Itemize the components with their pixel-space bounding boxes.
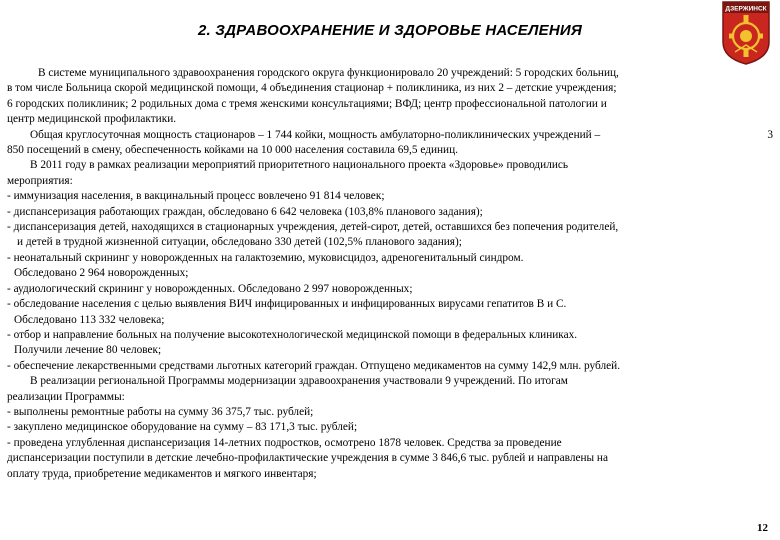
list-item: - обеспечение лекарственными средствами льготных категорий граждан. Отпущено медикаментов на сумму 142,9 млн. рублей. bbox=[7, 359, 621, 372]
text-line-end: 3 bbox=[767, 128, 773, 141]
list-item: - обследование населения с целью выявления ВИЧ инфицированных и инфицированных вирусами гепатитов В и С. bbox=[7, 298, 567, 311]
list-item: - диспансеризация детей, находящихся в стационарных учреждения, детей-сирот, детей, оставшихся без попечения родителей, bbox=[7, 221, 619, 234]
list-item: - иммунизация населения, в вакцинальный процесс вовлечено 91 814 человек; bbox=[7, 190, 385, 203]
text-line-start: Общая круглосуточная мощность стационаров – 1 744 койки, мощность амбулаторно-поликлинических учреждений – bbox=[30, 128, 601, 141]
text-line: оплату труда, приобретение медикаментов и мягкого инвентаря; bbox=[7, 467, 317, 480]
text-line: 850 посещений в смену, обеспеченность койками на 10 000 населения составила 69,5 единиц. bbox=[7, 144, 458, 157]
text-line: мероприятия: bbox=[7, 174, 73, 187]
text-line: реализации Программы: bbox=[7, 390, 125, 403]
page-title: 2. ЗДРАВООХРАНЕНИЕ И ЗДОРОВЬЕ НАСЕЛЕНИЯ bbox=[198, 22, 582, 39]
list-item: - аудиологический скрининг у новорожденных. Обследовано 2 997 новорожденных; bbox=[7, 282, 413, 295]
text-line: Обследовано 2 964 новорожденных; bbox=[14, 267, 189, 280]
page-number: 12 bbox=[757, 522, 768, 534]
text-line: и детей в трудной жизненной ситуации, обследовано 330 детей (102,5% планового задания); bbox=[17, 236, 462, 249]
text-line: В реализации региональной Программы модернизации здравоохранения участвовали 9 учреждений. По итогам bbox=[30, 375, 568, 388]
text-line: центр медицинской профилактики. bbox=[7, 113, 177, 126]
text-line: в том числе Больница скорой медицинской помощи, 4 объединения стационар + поликлиника, из них 2 – детские учреждения; bbox=[7, 82, 617, 95]
main-text bbox=[7, 66, 773, 482]
text-line bbox=[7, 128, 773, 143]
list-item: - проведена углубленная диспансеризация 14-летних подростков, осмотрено 1878 человек. Средства за проведение bbox=[7, 436, 562, 449]
list-item: - неонатальный скрининг у новорожденных на галактоземию, муковисцидоз, адреногенитальный синдром. bbox=[7, 251, 524, 264]
list-item: - закуплено медицинское оборудование на сумму – 83 171,3 тыс. рублей; bbox=[7, 421, 358, 434]
text-line: В системе муниципального здравоохранения городского округа функционировало 20 учреждений: 5 городских больниц, bbox=[38, 67, 619, 79]
coat-of-arms-icon bbox=[721, 0, 771, 66]
text-line: Получили лечение 80 человек; bbox=[14, 344, 162, 357]
text-line: В 2011 году в рамках реализации мероприятий приоритетного национального проекта «Здоровье» проводились bbox=[30, 159, 569, 172]
text-line: диспансеризации поступили в детские лечебно-профилактические учреждения в сумме 3 846,6 тыс. рублей и направлены на bbox=[7, 452, 608, 465]
list-item: - отбор и направление больных на получение высокотехнологической медицинской помощи в федеральных клиниках. bbox=[7, 328, 578, 341]
text-line: Обследовано 113 332 человека; bbox=[14, 313, 165, 326]
list-item: - диспансеризация работающих граждан, обследовано 6 642 человека (103,8% планового задания); bbox=[7, 205, 483, 218]
list-item: - выполнены ремонтные работы на сумму 36 375,7 тыс. рублей; bbox=[7, 405, 314, 418]
coat-label: ДЗЕРЖИНСК bbox=[725, 5, 767, 13]
text-line: 6 городских поликлиник; 2 родильных дома с тремя женскими консультациями; ВФД; центр профессиональной патологии и bbox=[7, 97, 607, 110]
